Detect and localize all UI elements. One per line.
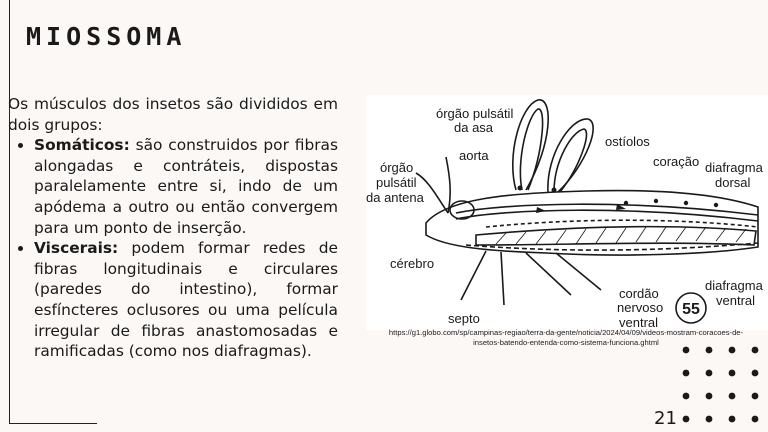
label-dorsal-2: dorsal	[715, 175, 751, 190]
label-brain: cérebro	[390, 256, 435, 271]
wing-loop-1	[513, 100, 548, 190]
label-wing-organ-1: órgão pulsátil	[436, 106, 514, 121]
label-antenna-organ-1: órgão	[380, 160, 414, 175]
label-ventral-2: ventral	[716, 293, 756, 308]
wing-organ-dot	[552, 188, 557, 193]
septum-hatching	[496, 227, 746, 244]
intro-paragraph: Os músculos dos insetos são divididos em dois grupos:	[8, 95, 338, 134]
insect-circulatory-diagram	[366, 95, 768, 330]
label-wing-organ-2: da asa	[454, 120, 494, 135]
label-ostia: ostíolos	[605, 134, 650, 149]
muscle-types-list	[8, 135, 338, 362]
page-number: 21	[654, 408, 677, 429]
body-text	[8, 94, 338, 362]
bullet-text: são construidos por fibras alongadas e contráteis, dispostas paralelamente entre si, indo de um apódema a outro ou então convergem para um ponto de inserção.	[34, 136, 338, 237]
list-item-visceral	[34, 238, 338, 362]
label-ventral-1: diafragma	[705, 278, 763, 293]
ostium-dot	[654, 199, 658, 203]
label-antenna-organ-2: pulsátil	[376, 175, 417, 190]
bottom-accent-line	[9, 423, 97, 424]
figure-badge-number: 55	[682, 301, 700, 318]
list-item-somatic	[34, 135, 338, 238]
slide-title: MIOSSOMA	[26, 22, 187, 51]
source-line-2: insetos-batendo-entenda-como-sistema-funciona.ghtml	[473, 338, 659, 347]
label-nerve-3: ventral	[619, 315, 659, 330]
ostium-dot	[684, 201, 688, 205]
label-nerve-1: cordão	[619, 286, 659, 301]
label-nerve-2: nervoso	[617, 300, 664, 315]
ostium-dot	[714, 203, 718, 207]
diagram-svg	[366, 95, 768, 330]
dorsal-vessel-bottom	[456, 210, 758, 221]
bullet-term: Somáticos:	[34, 136, 130, 155]
bullet-term: Viscerais:	[34, 239, 119, 258]
dorsal-diaphragm	[486, 220, 758, 227]
label-heart: coração	[653, 154, 700, 169]
label-dorsal-1: diafragma	[705, 160, 763, 175]
bullet-text: podem formar redes de fibras longitudinais e circulares (paredes do intestino), formar esfíncteres oclusores ou uma película irregular de fibras anastomosadas e ramificadas (como nos diafragmas).	[34, 239, 338, 361]
wing-organ-dot	[518, 186, 523, 191]
decorative-dot-grid	[676, 340, 768, 432]
legs	[461, 251, 601, 305]
source-line-1: https://g1.globo.com/sp/campinas-regiao/terra-da-gente/noticia/2024/04/09/videos-mostram-coracoes-de-	[388, 328, 744, 337]
septum-band	[476, 227, 756, 245]
label-septum: septo	[448, 311, 480, 326]
label-aorta: aorta	[459, 148, 489, 163]
wing-loop-1-inner	[520, 109, 542, 190]
ostium-dot	[624, 201, 628, 205]
label-antenna-organ-3: da antena	[366, 190, 424, 205]
